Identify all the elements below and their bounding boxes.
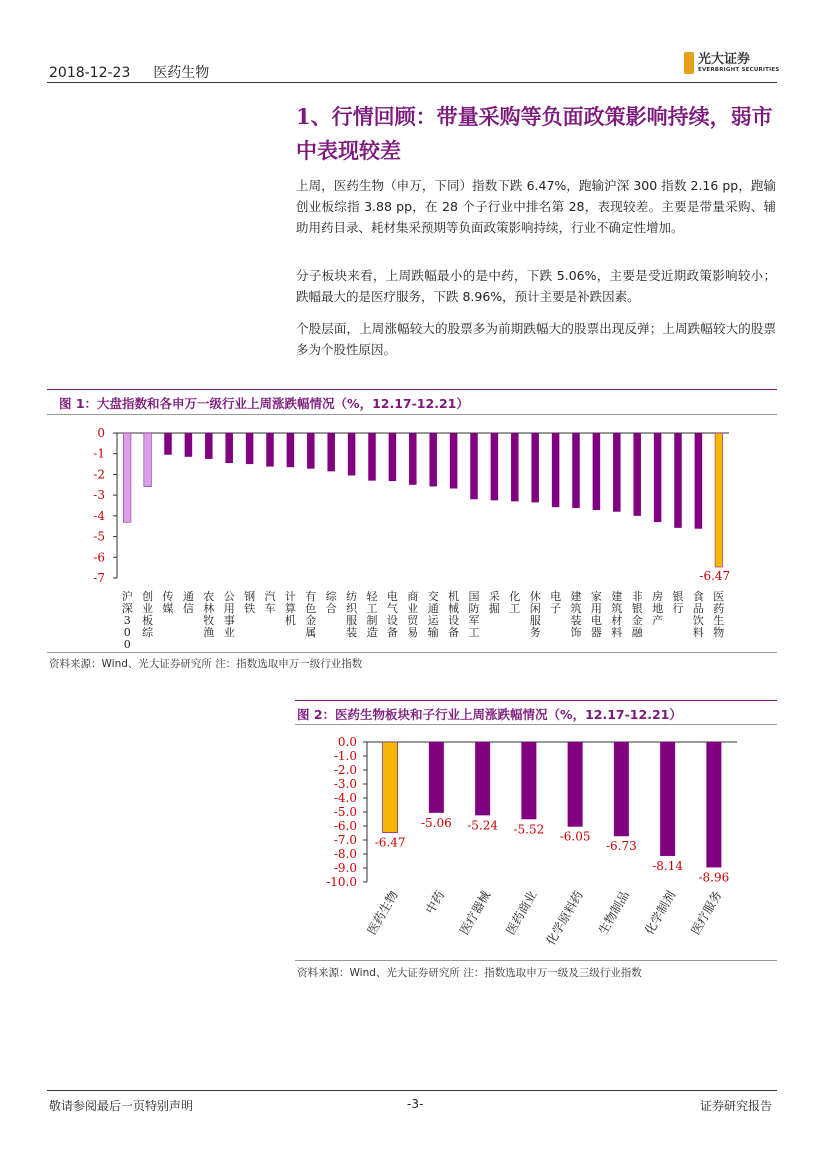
y-tick-label: -2 [93,467,105,482]
bar-19 [491,433,499,500]
logo-mark-icon [684,52,694,74]
bar-29 [695,433,703,529]
company-logo [684,52,779,74]
data-label: -5.24 [467,818,499,833]
x-tick-label: 计算机 [284,590,296,627]
bar-28 [674,433,682,528]
bar-13 [368,433,376,481]
data-label: -8.14 [652,858,684,873]
bar-6 [225,433,233,463]
x-tick-label: 公用事业 [223,590,235,639]
paragraph-3: 个股层面，上周涨幅较大的股票多为前期跌幅大的股票出现反弹；上周跌幅较大的股票多为个股性原因。 [296,321,776,357]
bar-12 [348,433,356,475]
y-tick-label: -9.0 [333,861,357,875]
bar-26 [633,433,641,516]
bar-30 [715,433,723,567]
x-tick-label: 钢铁 [244,590,256,615]
y-tick-label: -1 [93,446,105,461]
x-tick-label: 有色金属 [305,590,317,639]
x-tick-label: 建筑材料 [611,590,623,639]
section-title: 1、行情回顾：带量采购等负面政策影响持续，弱市中表现较差 [296,104,773,163]
x-tick-label: 建筑装饰 [570,590,582,639]
x-tick-label: 传媒 [162,590,174,615]
figure2-chart [295,730,777,960]
bar-22 [552,433,560,507]
bar-2 [144,433,152,487]
bar-17 [450,433,458,489]
page-number: -3- [407,1097,424,1111]
bar-14 [389,433,397,481]
x-tick-label: 房地产 [652,590,664,627]
bar-8 [266,433,274,467]
bar-10 [307,433,315,469]
figure2-top-rule [295,700,777,701]
x-tick-label: 国防军工 [468,590,480,639]
footer-disclaimer: 敬请参阅最后一页特别声明 [49,1099,194,1113]
bar-3 [475,742,490,815]
x-tick-label: 交通运输 [427,590,439,639]
bar-5 [205,433,213,459]
bar-8 [706,742,721,867]
x-tick-label: 中药 [422,888,447,917]
header-divider [47,82,777,83]
bar-16 [429,433,437,486]
bar-3 [164,433,172,455]
x-tick-label: 通信 [182,590,194,615]
x-tick-label: 医疗器械 [457,888,494,938]
bar-21 [531,433,539,502]
figure2-source-rule [295,960,777,961]
x-tick-label: 银行 [672,590,684,615]
footer-report-type: 证券研究报告 [700,1099,773,1113]
y-tick-label: 0.0 [337,735,357,749]
x-tick-label: 化学制剂 [642,888,679,938]
bar-18 [470,433,478,499]
figure1-caption: 图 1：大盘指数和各申万一级行业上周涨跌幅情况（%，12.17-12.21） [59,396,469,411]
y-tick-label: -5 [93,529,105,544]
figure1-chart [47,420,777,652]
footer-divider [47,1090,777,1091]
paragraph-1: 上周，医药生物（申万，下同）指数下跌 6.47%，跑输沪深 300 指数 2.16 pp，跑输创业板综指 3.88 pp，在 28 个子行业中排名第 28，表现较差。主要是带量采购、辅助用药目录、耗材集采预期等负面政策影响持续，行业不确定性增加。 [296,178,776,235]
data-label: -6.47 [699,569,731,584]
figure2-caption-rule [295,724,777,725]
bar-4 [185,433,193,457]
x-tick-label: 农林牧渔 [203,590,215,639]
x-tick-label: 非银金融 [631,590,643,639]
data-label: -6.73 [605,839,637,854]
x-tick-label: 商业贸易 [407,590,419,639]
y-tick-label: -6 [93,550,105,565]
y-tick-label: -8.0 [333,847,357,861]
header-date-category [49,62,209,82]
x-tick-label: 综合 [325,590,337,615]
x-tick-label: 沪深 3 0 0 [121,590,133,651]
bar-7 [246,433,254,464]
bar-1 [383,742,398,833]
x-tick-label: 生物制品 [595,888,632,938]
x-tick-label: 采掘 [488,590,500,615]
report-date: 2018-12-23 [49,65,131,81]
y-tick-label: -4 [93,508,105,523]
data-label: -6.47 [374,835,406,850]
x-tick-label: 纺织服装 [346,590,358,639]
figure2-caption: 图 2：医药生物板块和子行业上周涨跌幅情况（%，12.17-12.21） [297,707,682,722]
x-tick-label: 化工 [509,590,521,615]
bar-4 [521,742,536,819]
x-tick-label: 电气设备 [386,590,398,639]
y-tick-label: -3 [93,488,105,503]
y-tick-label: -7.0 [333,833,357,847]
x-tick-label: 创业板综 [142,590,154,639]
y-tick-label: -4.0 [333,791,357,805]
report-category: 医药生物 [153,65,210,81]
bar-20 [511,433,519,501]
bar-9 [287,433,295,467]
x-tick-label: 医药生物 [364,888,401,938]
data-label: -5.52 [513,822,545,837]
data-label: -5.06 [420,815,452,830]
x-tick-label: 医药生物 [713,590,725,639]
bar-15 [409,433,417,485]
y-tick-label: -2.0 [333,763,357,777]
x-tick-label: 化学原料药 [543,888,586,948]
bar-5 [568,742,583,827]
y-tick-label: 0 [97,426,105,440]
x-tick-label: 机械设备 [448,590,460,639]
figure1-top-rule [47,389,777,390]
x-tick-label: 休闲服务 [529,590,541,639]
x-tick-label: 食品饮料 [692,590,704,639]
figure1-caption-rule [47,414,777,415]
bar-6 [614,742,629,836]
paragraph-2: 分子板块来看，上周跌幅最小的是中药，下跌 5.06%，主要是受近期政策影响较小；跌幅最大的是医疗服务，下跌 8.96%，预计主要是补跌因素。 [296,268,776,304]
bar-25 [613,433,621,512]
bar-2 [429,742,444,813]
figure1-source: 资料来源：Wind、光大证券研究所 注：指数选取申万一级行业指数 [49,658,363,670]
bar-23 [572,433,580,508]
figure2-source: 资料来源：Wind、光大证券研究所 注：指数选取申万一级及三级行业指数 [297,967,642,979]
data-label: -6.05 [559,829,591,844]
y-tick-label: -6.0 [333,819,357,833]
logo-cn-text: 光大证券 [698,51,751,67]
x-tick-label: 轻工制造 [366,590,378,639]
y-tick-label: -1.0 [333,749,357,763]
x-tick-label: 汽车 [264,590,276,615]
x-tick-label: 电子 [550,590,562,615]
bar-1 [123,433,131,522]
logo-en-text: EVERBRIGHT SECURITIES [698,66,780,73]
x-tick-label: 医疗服务 [688,888,725,938]
y-tick-label: -10.0 [326,875,357,889]
bar-11 [327,433,335,471]
y-tick-label: -7 [93,571,105,585]
data-label: -8.96 [698,870,730,885]
y-tick-label: -5.0 [333,805,357,819]
figure1-source-rule [47,652,777,653]
y-tick-label: -3.0 [333,777,357,791]
bar-7 [660,742,675,856]
bar-27 [654,433,662,522]
x-tick-label: 家用电器 [590,590,602,639]
bar-24 [593,433,601,510]
x-tick-label: 医药商业 [503,888,540,938]
